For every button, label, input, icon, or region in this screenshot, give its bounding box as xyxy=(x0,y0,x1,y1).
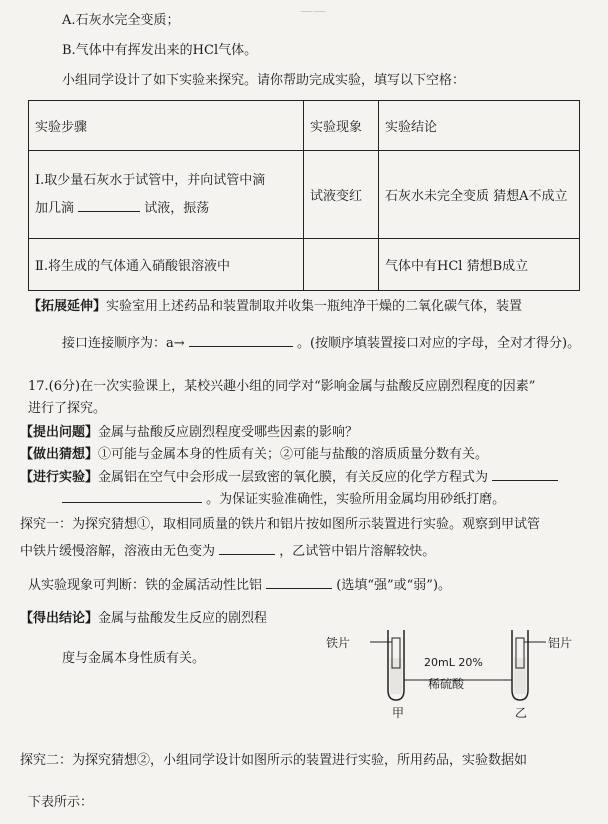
extension-bracket: 【拓展延伸】 xyxy=(28,299,107,314)
header-step: 实验步骤 xyxy=(29,101,304,151)
ask-text: 金属与盐酸反应剧烈程度受哪些因素的影响？ xyxy=(98,425,359,440)
judge-hint: (选填“强”或“弱”)。 xyxy=(336,578,452,593)
do-bracket: 【进行实验】 xyxy=(20,470,99,485)
question-17-line-2: 进行了探究。 xyxy=(28,401,107,416)
explore-1-line-2 xyxy=(20,542,435,561)
conclusion-line-2: 度与金属本身性质有关。 xyxy=(62,651,206,666)
bleed-through-text: —— xyxy=(300,4,326,19)
label-jia: 甲 xyxy=(392,706,405,720)
row2-step: Ⅱ.将生成的气体通入硝酸银溶液中 xyxy=(29,239,304,291)
connection-order-blank[interactable] xyxy=(189,334,293,347)
label-aluminum: 铝片 xyxy=(548,636,573,650)
activity-blank[interactable] xyxy=(266,576,332,589)
explore-1-text-b: ，乙试管中铝片溶解较快。 xyxy=(279,544,436,559)
explore-1-text-a: 中铁片缓慢溶解，溶液由无色变为 xyxy=(20,544,216,559)
table-header-row xyxy=(29,101,580,151)
label-concentration: 20mL 20% xyxy=(424,656,483,669)
equation-blank-b[interactable] xyxy=(62,490,202,503)
hypothesis-b: B.气体中有挥发出来的HCl气体。 xyxy=(62,43,258,58)
question-17-line-1: 17.(6分)在一次实验课上，某校兴趣小组的同学对“影响金属与盐酸反应剧烈程度的因素” xyxy=(28,379,536,394)
do-text-2: 。为保证实验准确性，实验所用金属均用砂纸打磨。 xyxy=(206,492,506,507)
extension-line-1 xyxy=(28,298,522,316)
header-phenomenon: 实验现象 xyxy=(304,101,379,151)
label-iron: 铁片 xyxy=(326,636,351,650)
table-row xyxy=(29,151,580,239)
row2-conclusion: 气体中有HCl 猜想B成立 xyxy=(379,239,580,291)
ask-bracket: 【提出问题】 xyxy=(20,425,99,440)
experiment-table xyxy=(28,100,580,291)
ask-question-line xyxy=(20,424,358,442)
conclusion-line-1 xyxy=(20,610,267,628)
row2-phenomenon[interactable] xyxy=(304,239,379,291)
guess-text: ①可能与金属本身的性质有关；②可能与盐酸的溶质质量分数有关。 xyxy=(98,447,489,462)
connection-label: 接口连接顺序为：a→ xyxy=(62,336,185,351)
extension-line-2 xyxy=(62,334,580,353)
judge-line xyxy=(28,576,451,595)
judge-text: 从实验现象可判断：铁的金属活动性比铝 xyxy=(28,578,263,593)
row1-step-a: Ⅰ.取少量石灰水于试管中，并向试管中滴 xyxy=(35,172,266,188)
color-change-blank[interactable] xyxy=(219,542,275,555)
experiment-line-2 xyxy=(62,490,505,509)
row1-step-cell xyxy=(29,151,304,239)
guess-bracket: 【做出猜想】 xyxy=(20,447,99,462)
conclusion-text-1: 金属与盐酸发生反应的剧烈程 xyxy=(98,611,268,626)
experiment-line-1 xyxy=(20,468,558,487)
equation-blank-a[interactable] xyxy=(492,468,558,481)
explore-1-line-1: 探究一：为探究猜想①，取相同质量的铁片和铝片按如图所示装置进行实验。观察到甲试管 xyxy=(20,517,541,532)
reagent-blank[interactable] xyxy=(78,199,140,212)
row1-step-b1: 加几滴 xyxy=(35,200,75,216)
hypothesis-line xyxy=(20,446,488,464)
hypothesis-a: A.石灰水完全变质； xyxy=(62,13,180,28)
explore-2-line-2: 下表所示： xyxy=(28,795,94,810)
intro-text: 小组同学设计了如下实验来探究。请你帮助完成实验，填写以下空格： xyxy=(62,73,466,88)
row1-phenomenon: 试液变红 xyxy=(304,151,379,239)
header-conclusion: 实验结论 xyxy=(379,101,580,151)
table-row xyxy=(29,239,580,291)
label-yi: 乙 xyxy=(515,706,528,720)
extension-text: 实验室用上述药品和装置制取并收集一瓶纯净干燥的二氧化碳气体，装置 xyxy=(106,299,523,314)
label-acid: 稀硫酸 xyxy=(428,677,465,691)
row1-conclusion: 石灰水未完全变质 猜想A不成立 xyxy=(379,151,580,239)
connection-note: 。(按顺序填装置接口对应的字母，全对才得分)。 xyxy=(296,336,581,351)
explore-2-line-1: 探究二：为探究猜想②，小组同学设计如图所示的装置进行实验，所用药品，实验数据如 xyxy=(20,753,528,768)
do-text-1: 金属铝在空气中会形成一层致密的氧化膜，有关反应的化学方程式为 xyxy=(98,470,489,485)
conclusion-bracket: 【得出结论】 xyxy=(20,611,99,626)
row1-step-b2: 试液，振荡 xyxy=(144,200,210,216)
